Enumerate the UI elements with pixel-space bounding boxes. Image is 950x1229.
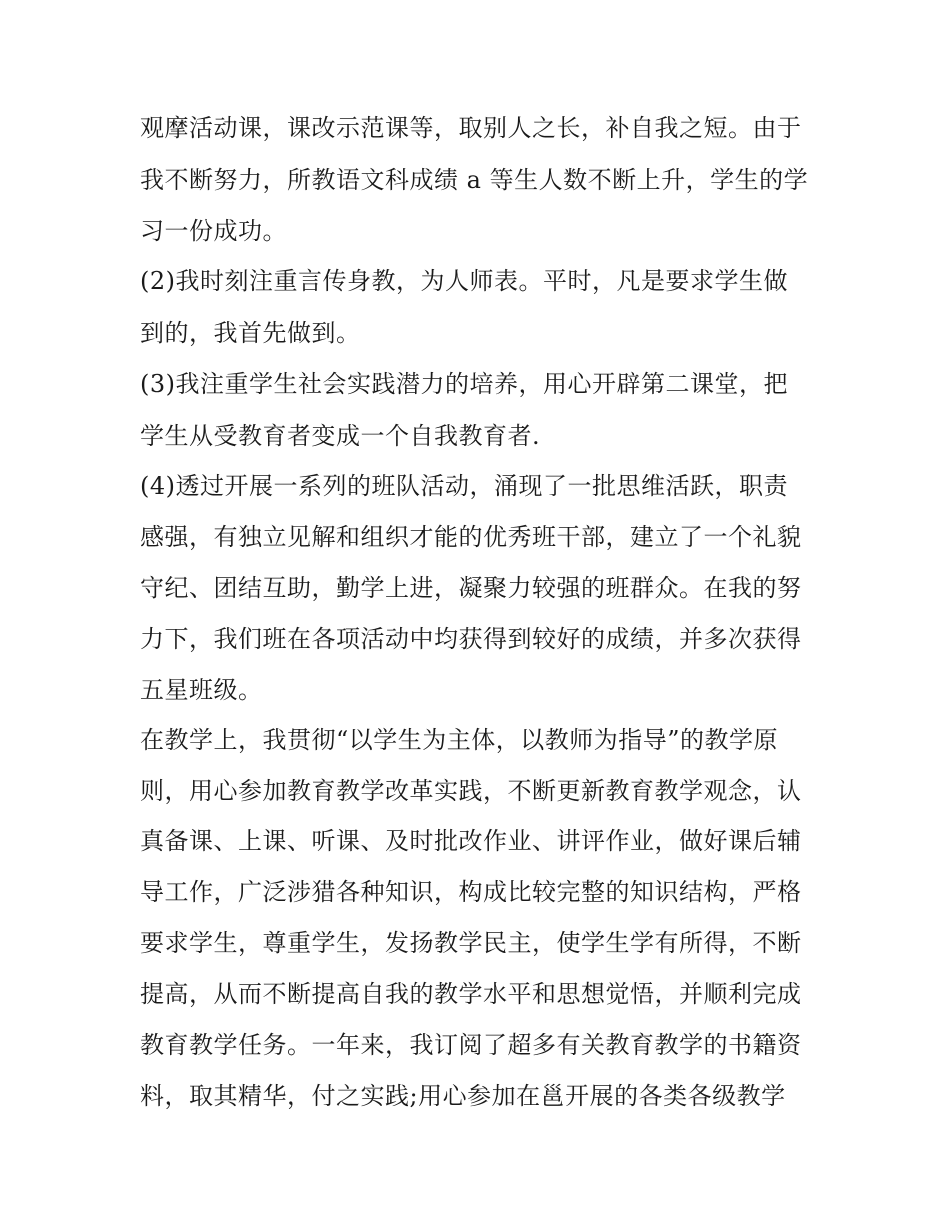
text-line: 则，用心参加教育教学改革实践，不断更新教育教学观念，认	[140, 777, 802, 805]
text-line: 力下，我们班在各项活动中均获得到较好的成绩，并多次获得	[140, 625, 802, 653]
text-line: 真备课、上课、听课、及时批改作业、讲评作业，做好课后辅	[140, 827, 802, 855]
text-line: (3)我注重学生社会实践潜力的培养，用心开辟第二课堂，把	[140, 370, 788, 398]
text-line: 教育教学任务。一年来，我订阅了超多有关教育教学的书籍资	[140, 1031, 802, 1059]
text-line: 观摩活动课，课改示范课等，取别人之长，补自我之短。由于	[140, 114, 802, 142]
text-line: 学生从受教育者变成一个自我教育者.	[140, 422, 541, 450]
text-line: 守纪、团结互助，勤学上进，凝聚力较强的班群众。在我的努	[140, 574, 802, 602]
text-line: 到的，我首先做到。	[140, 319, 361, 347]
text-line: (2)我时刻注重言传身教，为人师表。平时，凡是要求学生做	[140, 267, 788, 295]
text-line: 料，取其精华，付之实践;用心参加在邕开展的各类各级教学	[140, 1082, 786, 1110]
text-line: 提高，从而不断提高自我的教学水平和思想觉悟，并顺利完成	[140, 980, 802, 1008]
text-line: 习一份成功。	[140, 217, 287, 245]
text-line: 五星班级。	[140, 676, 263, 704]
text-line: 我不断努力，所教语文科成绩 a 等生人数不断上升，学生的学	[140, 166, 809, 194]
text-line: 要求学生，尊重学生，发扬教学民主，使学生学有所得，不断	[140, 929, 802, 957]
text-line: 感强，有独立见解和组织才能的优秀班干部，建立了一个礼貌	[140, 523, 802, 551]
text-line: 导工作，广泛涉猎各种知识，构成比较完整的知识结构，严格	[140, 878, 802, 906]
text-line: 在教学上，我贯彻“以学生为主体，以教师为指导”的教学原	[140, 726, 779, 754]
text-line: (4)透过开展一系列的班队活动，涌现了一批思维活跃，职责	[140, 472, 788, 500]
